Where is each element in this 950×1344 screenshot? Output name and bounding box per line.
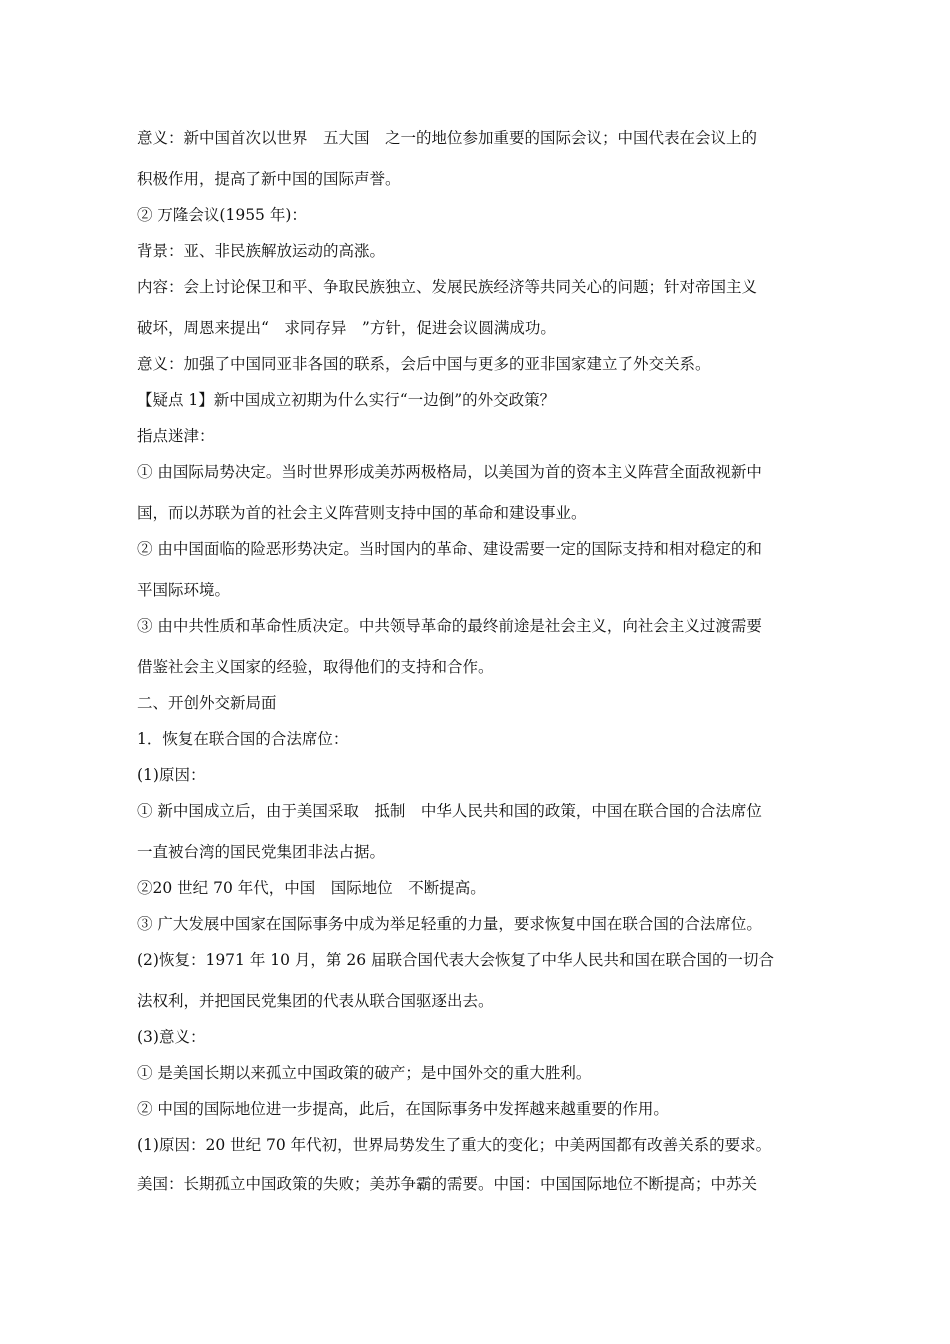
text-line: (3)意义：: [137, 1028, 206, 1046]
text-line: ② 中国的国际地位进一步提高，此后，在国际事务中发挥越来越重要的作用。: [137, 1100, 669, 1118]
text-line: 意义：新中国首次以世界 五大国 之一的地位参加重要的国际会议；中国代表在会议上的: [137, 129, 758, 147]
text-line: 借鉴社会主义国家的经验，取得他们的支持和合作。: [137, 658, 494, 676]
text-line: 国，而以苏联为首的社会主义阵营则支持中国的革命和建设事业。: [137, 504, 587, 522]
text-line: (1)原因：: [137, 766, 206, 784]
text-line: 内容：会上讨论保卫和平、争取民族独立、发展民族经济等共同关心的问题；针对帝国主义: [137, 278, 758, 296]
text-line: 二、开创外交新局面: [137, 694, 277, 712]
text-line: ② 万隆会议(1955 年)：: [137, 206, 307, 224]
text-line: (2)恢复：1971 年 10 月，第 26 届联合国代表大会恢复了中华人民共和国在联合国的一切合: [137, 951, 774, 969]
text-line: 背景：亚、非民族解放运动的高涨。: [137, 242, 386, 260]
text-line: 【疑点 1】新中国成立初期为什么实行“一边倒”的外交政策？: [137, 391, 556, 409]
text-line: (1)原因：20 世纪 70 年代初，世界局势发生了重大的变化；中美两国都有改善关系的要求。: [137, 1136, 772, 1154]
text-line: ③ 由中共性质和革命性质决定。中共领导革命的最终前途是社会主义，向社会主义过渡需要: [137, 617, 762, 635]
text-line: ② 由中国面临的险恶形势决定。当时国内的革命、建设需要一定的国际支持和相对稳定的和: [137, 540, 762, 558]
text-line: ① 新中国成立后，由于美国采取 抵制 中华人民共和国的政策，中国在联合国的合法席位: [137, 802, 762, 820]
text-line: 平国际环境。: [137, 581, 231, 599]
text-line: ③ 广大发展中国家在国际事务中成为举足轻重的力量，要求恢复中国在联合国的合法席位。: [137, 915, 762, 933]
text-line: 积极作用，提高了新中国的国际声誉。: [137, 170, 401, 188]
text-line: 意义：加强了中国同亚非各国的联系，会后中国与更多的亚非国家建立了外交关系。: [137, 355, 711, 373]
text-line: 美国：长期孤立中国政策的失败；美苏争霸的需要。中国：中国国际地位不断提高；中苏关: [137, 1175, 758, 1193]
text-line: 破坏，周恩来提出“ 求同存异 ”方针，促进会议圆满成功。: [137, 319, 556, 337]
text-line: 一直被台湾的国民党集团非法占据。: [137, 843, 386, 861]
text-line: 指点迷津：: [137, 427, 215, 445]
text-line: ① 是美国长期以来孤立中国政策的破产；是中国外交的重大胜利。: [137, 1064, 592, 1082]
text-line: ① 由国际局势决定。当时世界形成美苏两极格局，以美国为首的资本主义阵营全面敌视新中: [137, 463, 762, 481]
text-line: 法权利，并把国民党集团的代表从联合国驱逐出去。: [137, 992, 494, 1010]
text-line: ②20 世纪 70 年代，中国 国际地位 不断提高。: [137, 879, 486, 897]
text-line: 1．恢复在联合国的合法席位：: [137, 730, 349, 748]
